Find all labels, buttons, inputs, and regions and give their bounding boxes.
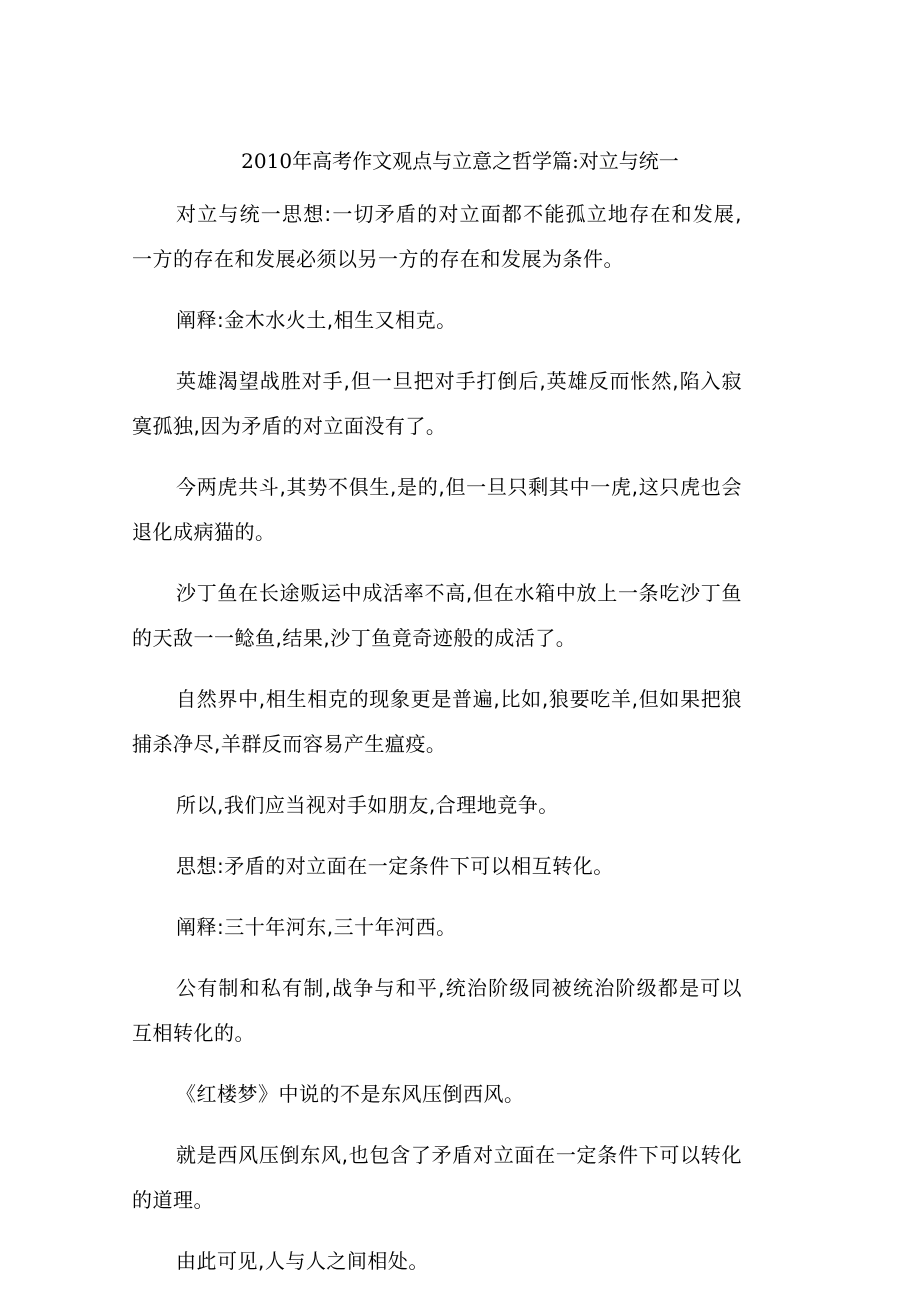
paragraph-4: 今两虎共斗,其势不俱生,是的,但一旦只剩其中一虎,这只虎也会退化成病猫的。 xyxy=(132,475,742,544)
paragraph-5: 沙丁鱼在长途贩运中成活率不高,但在水箱中放上一条吃沙丁鱼的天敌一一鲶鱼,结果,沙丁鱼竟奇迹般的成活了。 xyxy=(132,581,742,650)
document-body xyxy=(132,192,742,1300)
document-title: 2010年高考作文观点与立意之哲学篇:对立与统一 xyxy=(241,149,679,173)
paragraph-2: 阐释:金木水火土,相生又相克。 xyxy=(176,308,457,332)
paragraph-11: 《红楼梦》中说的不是东风压倒西风。 xyxy=(176,1082,525,1106)
paragraph-12: 就是西风压倒东风,也包含了矛盾对立面在一定条件下可以转化的道理。 xyxy=(132,1143,742,1212)
paragraph-13: 由此可见,人与人之间相处。 xyxy=(176,1249,429,1273)
paragraph-10: 公有制和私有制,战争与和平,统治阶级同被统治阶级都是可以互相转化的。 xyxy=(132,976,742,1045)
paragraph-3: 英雄渴望战胜对手,但一旦把对手打倒后,英雄反而怅然,陷入寂寞孤独,因为矛盾的对立面没有了。 xyxy=(132,369,742,438)
paragraph-7: 所以,我们应当视对手如朋友,合理地竞争。 xyxy=(176,793,559,817)
paragraph-8: 思想:矛盾的对立面在一定条件下可以相互转化。 xyxy=(176,854,614,878)
paragraph-1: 对立与统一思想:一切矛盾的对立面都不能孤立地存在和发展,一方的存在和发展必须以另一方的存在和发展为条件。 xyxy=(132,202,742,271)
paragraph-6: 自然界中,相生相克的现象更是普遍,比如,狼要吃羊,但如果把狼捕杀净尽,羊群反而容易产生瘟疫。 xyxy=(132,687,742,756)
paragraph-9: 阐释:三十年河东,三十年河西。 xyxy=(176,915,457,939)
